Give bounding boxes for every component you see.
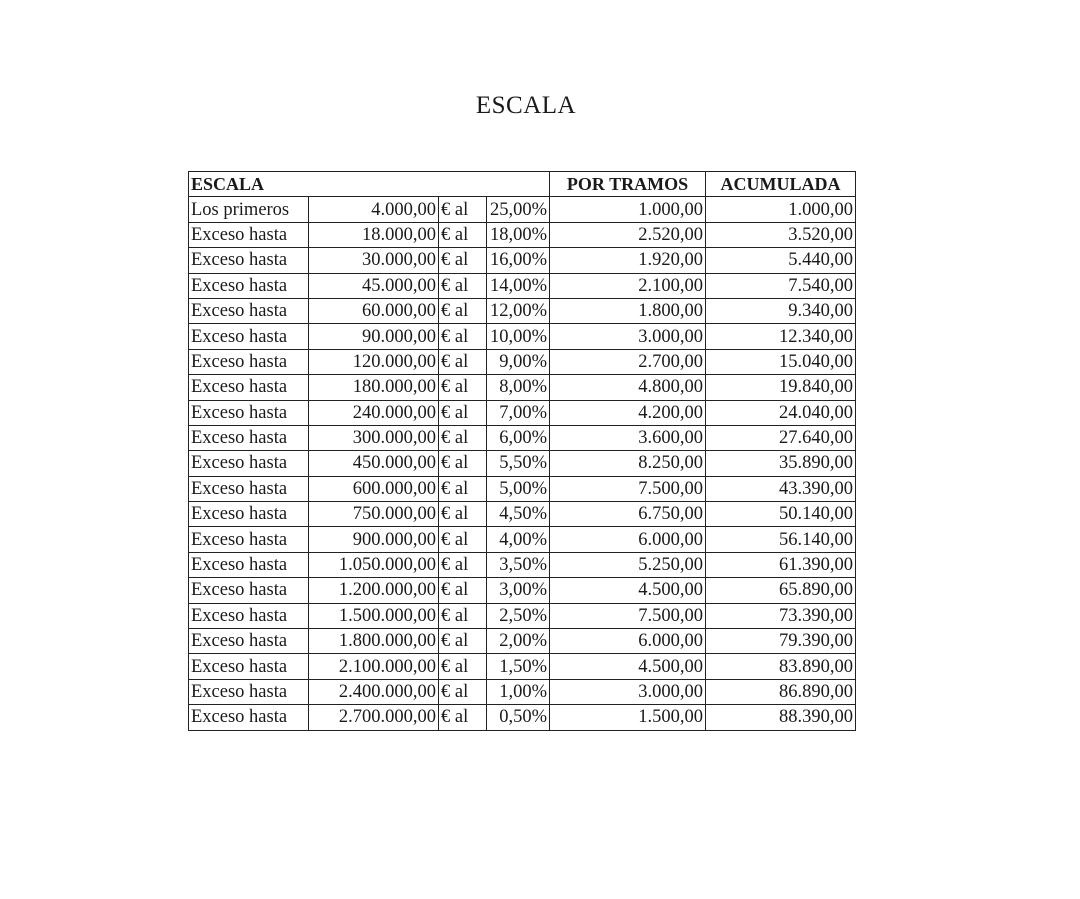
- row-label: Exceso hasta: [189, 273, 309, 298]
- row-percentage: 0,50%: [487, 705, 550, 730]
- row-label: Exceso hasta: [189, 298, 309, 323]
- row-acumulada: 61.390,00: [706, 552, 856, 577]
- row-amount: 120.000,00: [309, 349, 439, 374]
- row-acumulada: 88.390,00: [706, 705, 856, 730]
- row-label: Exceso hasta: [189, 375, 309, 400]
- row-euro-al: € al: [439, 349, 487, 374]
- row-por-tramos: 4.200,00: [550, 400, 706, 425]
- table-row: [189, 476, 856, 501]
- row-euro-al: € al: [439, 705, 487, 730]
- row-acumulada: 73.390,00: [706, 603, 856, 628]
- table-row: [189, 451, 856, 476]
- row-por-tramos: 3.000,00: [550, 324, 706, 349]
- row-amount: 18.000,00: [309, 222, 439, 247]
- table-row: [189, 349, 856, 374]
- row-percentage: 2,00%: [487, 629, 550, 654]
- row-label: Exceso hasta: [189, 654, 309, 679]
- row-por-tramos: 4.800,00: [550, 375, 706, 400]
- row-acumulada: 9.340,00: [706, 298, 856, 323]
- row-por-tramos: 3.000,00: [550, 679, 706, 704]
- row-por-tramos: 2.100,00: [550, 273, 706, 298]
- row-acumulada: 15.040,00: [706, 349, 856, 374]
- row-por-tramos: 1.800,00: [550, 298, 706, 323]
- row-label: Los primeros: [189, 197, 309, 222]
- row-por-tramos: 6.750,00: [550, 502, 706, 527]
- row-acumulada: 79.390,00: [706, 629, 856, 654]
- row-acumulada: 3.520,00: [706, 222, 856, 247]
- row-euro-al: € al: [439, 400, 487, 425]
- table-row: [189, 578, 856, 603]
- row-percentage: 18,00%: [487, 222, 550, 247]
- row-label: Exceso hasta: [189, 679, 309, 704]
- row-label: Exceso hasta: [189, 603, 309, 628]
- row-percentage: 3,50%: [487, 552, 550, 577]
- table-row: [189, 400, 856, 425]
- row-amount: 750.000,00: [309, 502, 439, 527]
- row-amount: 2.700.000,00: [309, 705, 439, 730]
- row-label: Exceso hasta: [189, 578, 309, 603]
- row-amount: 45.000,00: [309, 273, 439, 298]
- table-row: [189, 222, 856, 247]
- table-row: [189, 654, 856, 679]
- row-percentage: 6,00%: [487, 425, 550, 450]
- row-percentage: 5,50%: [487, 451, 550, 476]
- row-acumulada: 27.640,00: [706, 425, 856, 450]
- header-acumulada: ACUMULADA: [706, 172, 856, 197]
- table-row: [189, 197, 856, 222]
- row-percentage: 9,00%: [487, 349, 550, 374]
- row-label: Exceso hasta: [189, 349, 309, 374]
- row-percentage: 25,00%: [487, 197, 550, 222]
- row-por-tramos: 6.000,00: [550, 527, 706, 552]
- table-row: [189, 248, 856, 273]
- row-percentage: 1,00%: [487, 679, 550, 704]
- row-amount: 1.500.000,00: [309, 603, 439, 628]
- row-por-tramos: 4.500,00: [550, 654, 706, 679]
- page-title: ESCALA: [475, 92, 577, 119]
- row-euro-al: € al: [439, 502, 487, 527]
- table-row: [189, 324, 856, 349]
- row-percentage: 4,50%: [487, 502, 550, 527]
- row-amount: 1.200.000,00: [309, 578, 439, 603]
- row-amount: 2.400.000,00: [309, 679, 439, 704]
- row-euro-al: € al: [439, 248, 487, 273]
- row-por-tramos: 5.250,00: [550, 552, 706, 577]
- row-label: Exceso hasta: [189, 527, 309, 552]
- row-euro-al: € al: [439, 324, 487, 349]
- row-amount: 4.000,00: [309, 197, 439, 222]
- row-por-tramos: 2.520,00: [550, 222, 706, 247]
- row-label: Exceso hasta: [189, 705, 309, 730]
- row-acumulada: 56.140,00: [706, 527, 856, 552]
- row-por-tramos: 3.600,00: [550, 425, 706, 450]
- row-acumulada: 35.890,00: [706, 451, 856, 476]
- row-acumulada: 43.390,00: [706, 476, 856, 501]
- table-row: [189, 629, 856, 654]
- table-row: [189, 603, 856, 628]
- row-por-tramos: 1.000,00: [550, 197, 706, 222]
- row-percentage: 5,00%: [487, 476, 550, 501]
- table-row: [189, 552, 856, 577]
- row-percentage: 10,00%: [487, 324, 550, 349]
- row-acumulada: 12.340,00: [706, 324, 856, 349]
- row-amount: 240.000,00: [309, 400, 439, 425]
- row-percentage: 8,00%: [487, 375, 550, 400]
- row-percentage: 3,00%: [487, 578, 550, 603]
- table-row: [189, 375, 856, 400]
- row-euro-al: € al: [439, 527, 487, 552]
- row-euro-al: € al: [439, 552, 487, 577]
- row-amount: 90.000,00: [309, 324, 439, 349]
- row-euro-al: € al: [439, 476, 487, 501]
- row-amount: 30.000,00: [309, 248, 439, 273]
- row-percentage: 16,00%: [487, 248, 550, 273]
- table-row: [189, 502, 856, 527]
- table-row: [189, 298, 856, 323]
- row-euro-al: € al: [439, 197, 487, 222]
- row-por-tramos: 7.500,00: [550, 603, 706, 628]
- header-escala: ESCALA: [189, 172, 550, 197]
- row-euro-al: € al: [439, 603, 487, 628]
- row-acumulada: 65.890,00: [706, 578, 856, 603]
- row-por-tramos: 8.250,00: [550, 451, 706, 476]
- table-row: [189, 527, 856, 552]
- row-label: Exceso hasta: [189, 552, 309, 577]
- table-row: [189, 705, 856, 730]
- row-euro-al: € al: [439, 679, 487, 704]
- row-percentage: 2,50%: [487, 603, 550, 628]
- row-label: Exceso hasta: [189, 222, 309, 247]
- row-label: Exceso hasta: [189, 451, 309, 476]
- row-euro-al: € al: [439, 273, 487, 298]
- row-euro-al: € al: [439, 425, 487, 450]
- row-percentage: 12,00%: [487, 298, 550, 323]
- row-por-tramos: 1.500,00: [550, 705, 706, 730]
- table-row: [189, 273, 856, 298]
- row-acumulada: 24.040,00: [706, 400, 856, 425]
- row-acumulada: 86.890,00: [706, 679, 856, 704]
- row-percentage: 4,00%: [487, 527, 550, 552]
- row-amount: 1.800.000,00: [309, 629, 439, 654]
- row-acumulada: 83.890,00: [706, 654, 856, 679]
- row-label: Exceso hasta: [189, 248, 309, 273]
- table-header-row: [189, 172, 856, 197]
- row-amount: 900.000,00: [309, 527, 439, 552]
- row-label: Exceso hasta: [189, 400, 309, 425]
- row-por-tramos: 2.700,00: [550, 349, 706, 374]
- row-amount: 180.000,00: [309, 375, 439, 400]
- header-por-tramos: POR TRAMOS: [550, 172, 706, 197]
- row-label: Exceso hasta: [189, 324, 309, 349]
- escala-table: [188, 171, 856, 731]
- row-por-tramos: 1.920,00: [550, 248, 706, 273]
- row-percentage: 1,50%: [487, 654, 550, 679]
- row-por-tramos: 6.000,00: [550, 629, 706, 654]
- row-percentage: 14,00%: [487, 273, 550, 298]
- row-percentage: 7,00%: [487, 400, 550, 425]
- row-euro-al: € al: [439, 578, 487, 603]
- row-amount: 60.000,00: [309, 298, 439, 323]
- row-por-tramos: 4.500,00: [550, 578, 706, 603]
- row-amount: 300.000,00: [309, 425, 439, 450]
- row-por-tramos: 7.500,00: [550, 476, 706, 501]
- row-euro-al: € al: [439, 375, 487, 400]
- row-acumulada: 1.000,00: [706, 197, 856, 222]
- row-acumulada: 7.540,00: [706, 273, 856, 298]
- row-euro-al: € al: [439, 629, 487, 654]
- row-euro-al: € al: [439, 451, 487, 476]
- row-label: Exceso hasta: [189, 629, 309, 654]
- table-row: [189, 679, 856, 704]
- row-euro-al: € al: [439, 654, 487, 679]
- row-label: Exceso hasta: [189, 502, 309, 527]
- row-amount: 2.100.000,00: [309, 654, 439, 679]
- row-amount: 1.050.000,00: [309, 552, 439, 577]
- table-body: [189, 197, 856, 730]
- row-amount: 600.000,00: [309, 476, 439, 501]
- row-euro-al: € al: [439, 222, 487, 247]
- row-euro-al: € al: [439, 298, 487, 323]
- row-acumulada: 5.440,00: [706, 248, 856, 273]
- row-amount: 450.000,00: [309, 451, 439, 476]
- row-label: Exceso hasta: [189, 476, 309, 501]
- table-row: [189, 425, 856, 450]
- row-acumulada: 19.840,00: [706, 375, 856, 400]
- row-acumulada: 50.140,00: [706, 502, 856, 527]
- row-label: Exceso hasta: [189, 425, 309, 450]
